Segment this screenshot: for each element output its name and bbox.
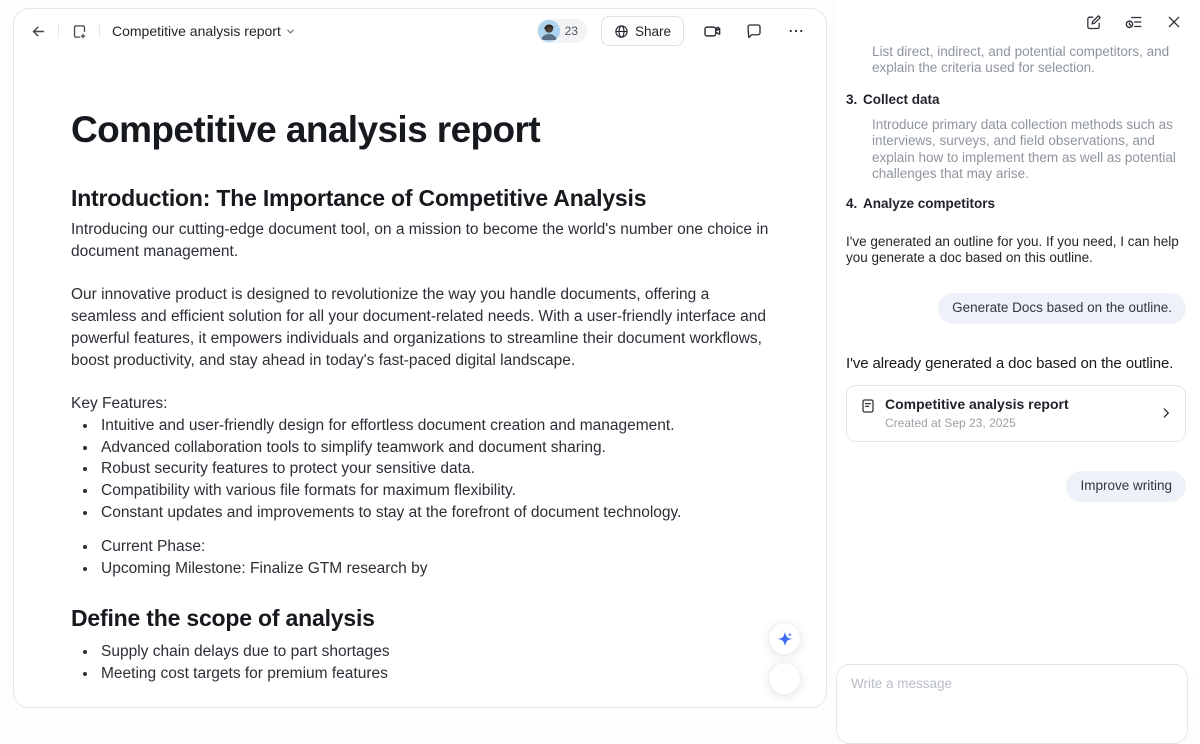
- toolbar-divider: [58, 24, 59, 38]
- document-editor[interactable]: [14, 53, 826, 684]
- outline-item-3-detail: Introduce primary data collection methods such as interviews, surveys, and field observations, and explain how to implement them as well as potential challenges that may arise.: [872, 117, 1176, 181]
- generated-doc-info: [885, 396, 1159, 430]
- ai-assistant-fab[interactable]: [768, 622, 801, 655]
- chevron-down-icon: [285, 26, 296, 37]
- compose-icon[interactable]: [1085, 14, 1102, 31]
- comment-bubble-icon: [745, 22, 763, 40]
- list-item: • Upcoming Milestone: Finalize GTM research by: [98, 558, 771, 580]
- collaborators-pill[interactable]: [537, 19, 587, 43]
- list-item: • Intuitive and user-friendly design for effortless document creation and management.: [98, 415, 771, 437]
- outline-item-2-detail: List direct, indirect, and potential competitors, and explain the criteria used for selection.: [872, 44, 1170, 76]
- outline-title: Collect data: [863, 91, 940, 107]
- doc-title-dropdown[interactable]: [112, 23, 296, 39]
- list-item: • Robust security features to protect your sensitive data.: [98, 458, 771, 480]
- status-list: [71, 536, 771, 579]
- intro-heading: Introduction: The Importance of Competitive Analysis: [71, 185, 647, 211]
- panel-header: [836, 0, 1200, 44]
- page-title: Competitive analysis report: [71, 109, 541, 150]
- new-doc-icon: [71, 23, 88, 40]
- collaborator-count: 23: [564, 24, 578, 38]
- more-menu-button[interactable]: [782, 17, 810, 45]
- ai-message: I've generated an outline for you. If you need, I can help you generate a doc based on this outline.: [846, 233, 1179, 266]
- message-input[interactable]: [836, 664, 1188, 744]
- share-label: Share: [634, 23, 671, 39]
- new-doc-button[interactable]: [65, 17, 93, 45]
- list-item: • Supply chain delays due to part shortages: [98, 641, 771, 663]
- globe-icon: [614, 24, 629, 39]
- outline-number: 3.: [846, 91, 858, 107]
- video-camera-icon: [703, 22, 722, 41]
- outline-number: 4.: [846, 196, 858, 212]
- video-call-button[interactable]: [698, 17, 726, 45]
- generated-doc-title: Competitive analysis report: [885, 396, 1069, 413]
- doc-title: Competitive analysis report: [112, 23, 281, 39]
- outline-item-4: [846, 196, 1186, 213]
- list-item: • Advanced collaboration tools to simplify teamwork and document sharing.: [98, 437, 771, 459]
- list-item: • Constant updates and improvements to stay at the forefront of document technology.: [98, 502, 771, 524]
- generated-doc-created: Created at Sep 23, 2025: [885, 416, 1016, 431]
- document-window: [13, 8, 827, 708]
- user-message-bubble: Generate Docs based on the outline.: [938, 293, 1186, 324]
- scope-list: [71, 641, 771, 684]
- back-button[interactable]: [24, 17, 52, 45]
- history-icon[interactable]: [1125, 13, 1143, 31]
- product-paragraph: Our innovative product is designed to revolutionize the way you handle documents, offering a seamless and efficient solution for all your document-related needs. With a user-friendly interface and powerful features, it empowers individuals and organizations to streamline their document workflows, boost productivity, and stay ahead in today's fast-paced digital landscape.: [71, 286, 766, 369]
- ai-message-generated: I've already generated a doc based on the outline.: [846, 355, 1174, 373]
- comments-button[interactable]: [740, 17, 768, 45]
- improve-writing-chip[interactable]: Improve writing: [1066, 471, 1186, 502]
- close-icon[interactable]: [1166, 14, 1182, 30]
- assistant-conversation: [836, 44, 1200, 502]
- scope-heading: Define the scope of analysis: [71, 604, 375, 631]
- ai-assistant-panel: [836, 0, 1200, 677]
- outline-item-3: [846, 92, 1186, 109]
- document-icon: [860, 398, 876, 414]
- list-item: • Meeting cost targets for premium features: [98, 663, 771, 685]
- toolbar-divider: [99, 24, 100, 38]
- generated-doc-card[interactable]: [846, 385, 1186, 442]
- ellipsis-icon: [787, 22, 805, 40]
- back-arrow-icon: [30, 23, 47, 40]
- list-item: • Compatibility with various file formats for maximum flexibility.: [98, 480, 771, 502]
- share-button[interactable]: [601, 16, 684, 46]
- intro-paragraph: Introducing our cutting-edge document tool, on a mission to become the world's number one choice in document management.: [71, 221, 769, 260]
- outline-title: Analyze competitors: [863, 196, 996, 212]
- features-list: [71, 415, 771, 524]
- sparkle-icon: [775, 629, 795, 649]
- secondary-fab[interactable]: [768, 662, 801, 695]
- features-label: Key Features:: [71, 395, 168, 413]
- list-item: • Current Phase:: [98, 536, 771, 558]
- avatar: [538, 20, 560, 42]
- document-toolbar: [14, 9, 826, 53]
- chevron-right-icon: [1159, 406, 1173, 420]
